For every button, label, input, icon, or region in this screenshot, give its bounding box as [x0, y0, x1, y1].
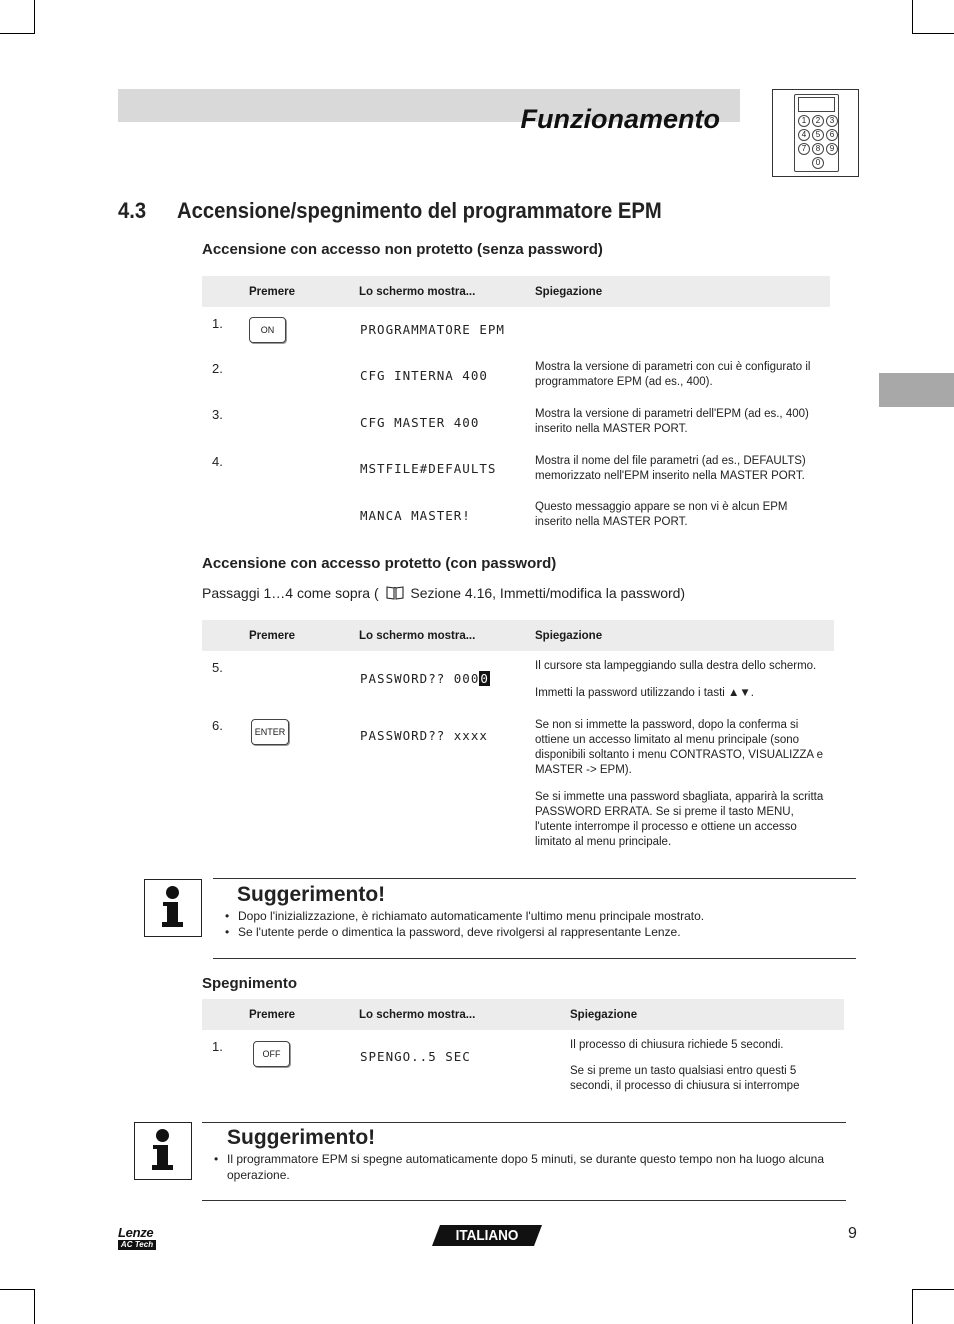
col-explanation: Spiegazione — [535, 286, 603, 298]
explanation-text: Questo messaggio appare se non vi è alcun EPM inserito nella MASTER PORT. — [535, 501, 788, 528]
keypad-key: 7 — [798, 143, 810, 155]
keypad-key: 8 — [812, 143, 824, 155]
screen-text: SPENGO..5 SEC — [360, 1049, 471, 1064]
screen-text: PROGRAMMATORE EPM — [360, 322, 505, 337]
screen-text: PASSWORD?? xxxx — [360, 728, 488, 743]
section-side-tab — [879, 373, 954, 407]
col-press: Premere — [249, 286, 296, 298]
protected-heading: Accensione con accesso protetto (con password) — [202, 555, 557, 572]
keypad-key: 1 — [798, 115, 810, 127]
step-number: 6. — [212, 718, 223, 733]
col-press: Premere — [249, 630, 296, 642]
col-screen: Lo schermo mostra... — [359, 286, 476, 298]
crop-mark — [912, 1289, 954, 1290]
crop-mark — [34, 1289, 35, 1324]
keypad-icon — [772, 89, 859, 177]
tip-top-rule — [202, 1122, 846, 1123]
crop-mark — [0, 33, 35, 34]
explanation-text: Mostra la versione di parametri con cui è configurato il programmatore EPM (ad es., 400). — [535, 361, 811, 388]
tip-bullet-text: Il programmatore EPM si spegne automaticamente dopo 5 minuti, se durante questo tempo non ha luogo alcuna operazione. — [227, 1152, 825, 1182]
cursor-digit: 0 — [480, 671, 489, 686]
off-key-button[interactable]: OFF — [253, 1041, 290, 1067]
col-explanation: Spiegazione — [570, 1009, 638, 1021]
step-number: 3. — [212, 407, 223, 422]
tip-bottom-rule — [202, 1200, 846, 1201]
keypad-key: 6 — [826, 129, 838, 141]
table-header — [202, 276, 830, 307]
on-key-button[interactable]: ON — [249, 317, 286, 343]
screen-text: CFG MASTER 400 — [360, 415, 480, 430]
explanation-text: Se non si immette la password, dopo la conferma si ottiene un accesso limitato al menu principale (sono disponibili soltanto i menu CONTRASTO, VISUALIZZA e MASTER -> EPM). — [535, 719, 824, 776]
crop-mark — [912, 33, 954, 34]
tip-bullet: • Dopo l'inizializzazione, è richiamato automaticamente l'ultimo menu principale mostrato. — [225, 908, 845, 924]
keypad-key: 5 — [812, 129, 824, 141]
tip-title: Suggerimento! — [227, 1126, 376, 1149]
tip-bullet: • Se l'utente perde o dimentica la password, deve rivolgersi al rappresentante Lenze. — [225, 924, 845, 940]
info-icon — [144, 879, 202, 937]
keypad-key: 3 — [826, 115, 838, 127]
col-press: Premere — [249, 1009, 296, 1021]
password-display: PASSWORD?? 000 — [360, 671, 480, 686]
screen-text: MANCA MASTER! — [360, 508, 471, 523]
crop-mark — [0, 1289, 35, 1290]
crop-mark — [912, 0, 913, 34]
tip-bullet-text: Se l'utente perde o dimentica la password, deve rivolgersi al rappresentante Lenze. — [238, 925, 681, 939]
shutdown-heading: Spegnimento — [202, 975, 298, 992]
screen-text: CFG INTERNA 400 — [360, 368, 488, 383]
tip-bullet: • Il programmatore EPM si spegne automaticamente dopo 5 minuti, se durante questo tempo non ha luogo alcuna operazione. — [214, 1151, 846, 1183]
step-number: 4. — [212, 454, 223, 469]
note-before: Passaggi 1…4 come sopra ( — [202, 585, 379, 601]
table-header — [202, 999, 844, 1030]
logo-text: Lenze — [118, 1225, 154, 1240]
language-badge — [432, 1225, 542, 1246]
explanation-text: Immetti la password utilizzando i tasti ▲▼. — [535, 687, 754, 699]
info-icon — [134, 1122, 192, 1180]
table-header — [202, 620, 834, 651]
unprotected-heading: Accensione con accesso non protetto (senza password) — [202, 241, 603, 258]
section-number: 4.3 — [118, 198, 147, 223]
tip-title: Suggerimento! — [237, 883, 386, 906]
col-screen: Lo schermo mostra... — [359, 630, 476, 642]
keypad-key: 4 — [798, 129, 810, 141]
screen-text: MSTFILE#DEFAULTS — [360, 461, 497, 476]
col-explanation: Spiegazione — [535, 630, 603, 642]
language-label: ITALIANO — [455, 1227, 519, 1244]
keypad-key: 0 — [812, 157, 824, 169]
explanation-text: Se si preme un tasto qualsiasi entro questi 5 secondi, il processo di chiusura si interrompe — [570, 1065, 800, 1092]
keypad-key: 9 — [826, 143, 838, 155]
keypad-key: 2 — [812, 115, 824, 127]
lenze-logo — [118, 1226, 158, 1250]
step-number: 2. — [212, 361, 223, 376]
step-number: 5. — [212, 660, 223, 675]
page-number: 9 — [848, 1225, 857, 1242]
step-number: 1. — [212, 316, 223, 331]
step-number: 1. — [212, 1039, 223, 1054]
tip-top-rule — [213, 878, 856, 879]
explanation-text: Mostra la versione di parametri dell'EPM (ad es., 400) inserito nella MASTER PORT. — [535, 408, 809, 435]
book-icon — [386, 585, 404, 603]
logo-subtext: AC Tech — [118, 1240, 156, 1250]
explanation-text: Mostra il nome del file parametri (ad es., DEFAULTS) memorizzato nell'EPM inserito nella MASTER PORT. — [535, 455, 806, 482]
crop-mark — [34, 0, 35, 34]
explanation-text: Il cursore sta lampeggiando sulla destra dello schermo. — [535, 660, 817, 672]
screen-text — [360, 671, 490, 686]
note-after: Sezione 4.16, Immetti/modifica la password) — [410, 585, 686, 601]
explanation-text: Il processo di chiusura richiede 5 secondi. — [570, 1039, 784, 1051]
page-title: Funzionamento — [520, 104, 720, 134]
enter-key-button[interactable]: ENTER — [251, 719, 289, 745]
section-title: Accensione/spegnimento del programmatore EPM — [177, 198, 662, 223]
tip-bottom-rule — [213, 958, 856, 959]
explanation-text: Se si immette una password sbagliata, apparirà la scritta PASSWORD ERRATA. Se si preme il tasto MENU, l'utente interrompe il processo e ottiene un accesso limitato al menu principale. — [535, 791, 824, 848]
crop-mark — [912, 1289, 913, 1324]
col-screen: Lo schermo mostra... — [359, 1009, 476, 1021]
tip-bullet-text: Dopo l'inizializzazione, è richiamato automaticamente l'ultimo menu principale mostrato. — [238, 909, 705, 923]
protected-note — [202, 585, 685, 603]
